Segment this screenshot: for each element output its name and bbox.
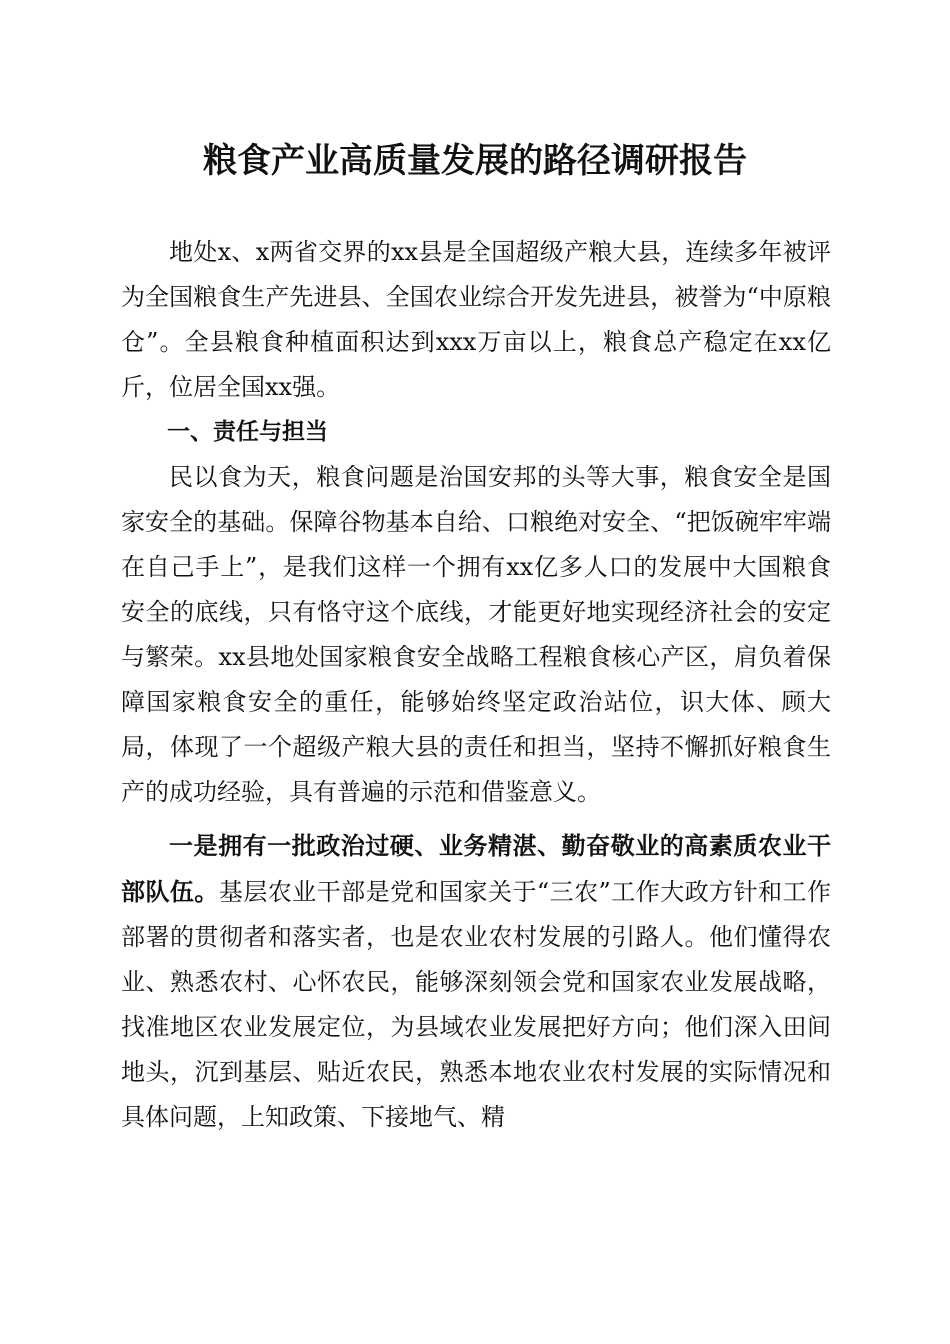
page-title: 粮食产业高质量发展的路径调研报告	[203, 141, 747, 181]
paragraph-gap	[121, 815, 831, 823]
section-heading-responsibility: 一、责任与担当	[167, 419, 328, 445]
document-body	[121, 230, 831, 1140]
intro-paragraph: 地处x、x两省交界的xx县是全国超级产粮大县，连续多年被评为全国粮食生产先进县、全国农业综合开发先进县，被誉为“中原粮仓”。全县粮食种植面积达到xxx万亩以上，粮食总产稳定在xx亿斤，位居全国xx强。	[121, 238, 831, 401]
cadre-paragraph	[121, 823, 831, 1140]
cadre-paragraph-lead: 一是拥有一批政治过硬、业务精湛、勤奋敬业的高素质农业干部队伍。	[121, 831, 831, 906]
responsibility-paragraph: 民以食为天，粮食问题是治国安邦的头等大事，粮食安全是国家安全的基础。保障谷物基本自给、口粮绝对安全、“把饭碗牢牢端在自己手上”，是我们这样一个拥有xx亿多人口的发展中大国粮食安全的底线，只有恪守这个底线，才能更好地实现经济社会的安定与繁荣。xx县地处国家粮食安全战略工程粮食核心产区，肩负着保障国家粮食安全的重任，能够始终坚定政治站位，识大体、顾大局，体现了一个超级产粮大县的责任和担当，坚持不懈抓好粮食生产的成功经验，具有普遍的示范和借鉴意义。	[121, 463, 831, 806]
cadre-paragraph-text: 基层农业干部是党和国家关于“三农”工作大政方针和工作部署的贯彻者和落实者，也是农业农村发展的引路人。他们懂得农业、熟悉农村、心怀农民，能够深刻领会党和国家农业发展战略，找准地区农业发展定位，为县域农业发展把好方向；他们深入田间地头，沉到基层、贴近农民，熟悉本地农业农村发展的实际情况和具体问题，上知政策、下接地气、精	[121, 878, 831, 1131]
